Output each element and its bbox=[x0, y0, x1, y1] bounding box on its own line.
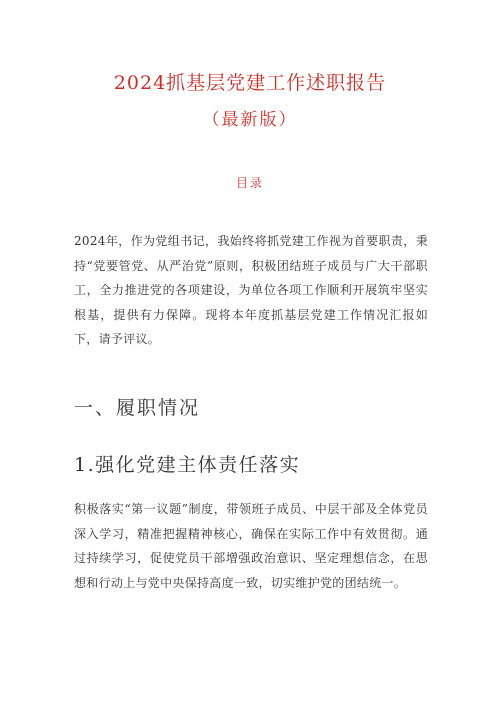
table-of-contents-label: 目录 bbox=[235, 176, 264, 190]
intro-paragraph: 2024年，作为党组书记，我始终将抓党建工作视为首要职责，秉持“党要管党、从严治党”原则，积极团结班子成员与广大干部职工，全力推进党的各项建设，为单位各项工作顺利开展筑牢坚实根基，提供有力保障。现将本年度抓基层党建工作情况汇报如下，请予评议。 bbox=[74, 234, 428, 346]
subsection-heading: 1.强化党建主体责任落实 bbox=[74, 454, 301, 476]
body-paragraph: 积极落实“第一议题”制度，带领班子成员、中层干部及全体党员深入学习，精准把握精神核心，确保在实际工作中有效贯彻。通过持续学习，促使党员干部增强政治意识、坚定理想信念，在思想和行动上与党中央保持高度一致，切实维护党的团结统一。 bbox=[74, 502, 428, 590]
document-subtitle: （最新版） bbox=[202, 110, 298, 130]
document-title: 2024抓基层党建工作述职报告 bbox=[113, 72, 387, 94]
section-heading: 一、履职情况 bbox=[74, 397, 201, 419]
